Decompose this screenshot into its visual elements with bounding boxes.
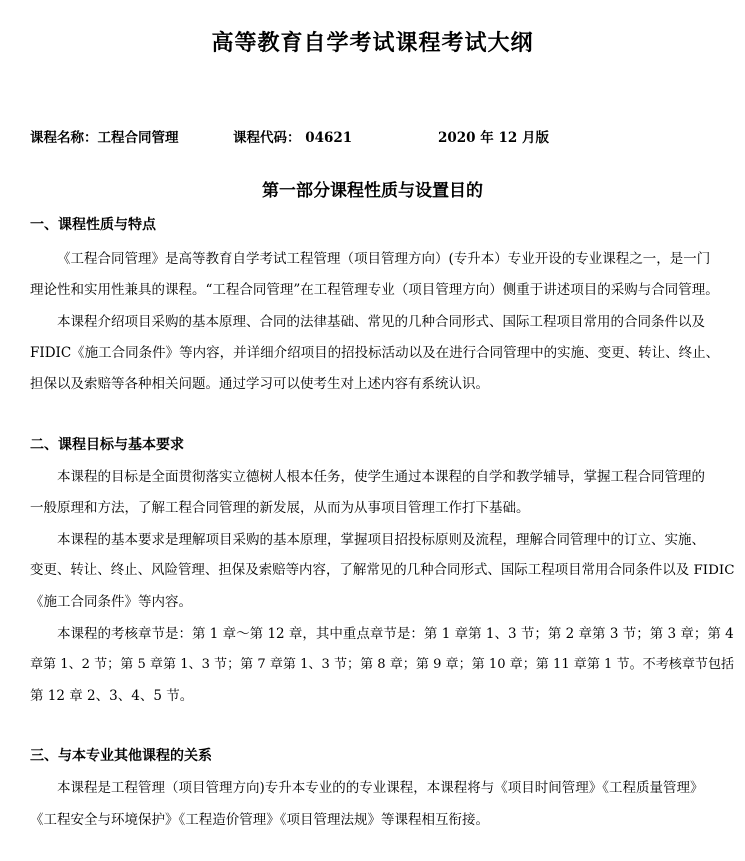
course-meta-row — [0, 126, 745, 146]
paragraph-line: 一般原理和方法，了解工程合同管理的新发展，从而为从事项目管理工作打下基础。 — [30, 500, 530, 516]
paragraph-line: 本课程的目标是全面贯彻落实立德树人根本任务，使学生通过本课程的自学和教学辅导，掌握工程合同管理的 — [57, 469, 705, 485]
paragraph-line: 《施工合同条件》等内容。 — [30, 594, 192, 610]
paragraph-line: 本课程的基本要求是理解项目采购的基本原理，掌握项目招投标原则及流程，理解合同管理中的订立、实施、 — [57, 532, 705, 548]
paragraph-line: FIDIC《施工合同条件》等内容，并详细介绍项目的招投标活动以及在进行合同管理中的实施、变更、转让、终止、 — [30, 345, 720, 361]
paragraph-line: 章第 1、2 节；第 5 章第 1、3 节；第 7 章第 1、3 节；第 8 章；第 9 章；第 10 章；第 11 章第 1 节。不考核章节包括 — [30, 657, 735, 672]
paragraph-line: 本课程是工程管理（项目管理方向)专升本专业的的专业课程，本课程将与《项目时间管理》《工程质量管理》 — [57, 780, 704, 796]
edition-date: 2020 年 12 月版 — [438, 130, 549, 146]
section-heading-1: 一、课程性质与特点 — [30, 217, 156, 233]
course-name: 课程名称：工程合同管理 — [30, 130, 179, 146]
paragraph-line: 第 12 章 2、3、4、5 节。 — [30, 688, 194, 704]
paragraph-line: 《工程安全与环境保护》《工程造价管理》《项目管理法规》等课程相互衔接。 — [30, 812, 489, 828]
part-title: 第一部分课程性质与设置目的 — [262, 181, 483, 201]
section-heading-2: 二、课程目标与基本要求 — [30, 437, 184, 453]
paragraph-line: 《工程合同管理》是高等教育自学考试工程管理（项目管理方向）(专升本）专业开设的专业课程之一，是一门 — [57, 251, 711, 267]
section-heading-3: 三、与本专业其他课程的关系 — [30, 748, 212, 764]
paragraph-line: 担保以及索赔等各种相关问题。通过学习可以使考生对上述内容有系统认识。 — [30, 376, 489, 392]
document-title: 高等教育自学考试课程考试大纲 — [211, 30, 534, 56]
paragraph-line: 本课程的考核章节是：第 1 章～第 12 章，其中重点章节是：第 1 章第 1、3 节；第 2 章第 3 节；第 3 章；第 4 — [57, 626, 734, 642]
paragraph-line: 本课程介绍项目采购的基本原理、合同的法律基础、常见的几种合同形式、国际工程项目常用的合同条件以及 — [57, 314, 705, 330]
paragraph-line: 理论性和实用性兼具的课程。“工程合同管理”在工程管理专业（项目管理方向）侧重于讲述项目的采购与合同管理。 — [30, 282, 719, 298]
course-code: 课程代码： 04621 — [233, 130, 353, 146]
paragraph-line: 变更、转让、终止、风险管理、担保及索赔等内容，了解常见的几种合同形式、国际工程项目常用合同条件以及 FIDIC — [30, 563, 735, 578]
